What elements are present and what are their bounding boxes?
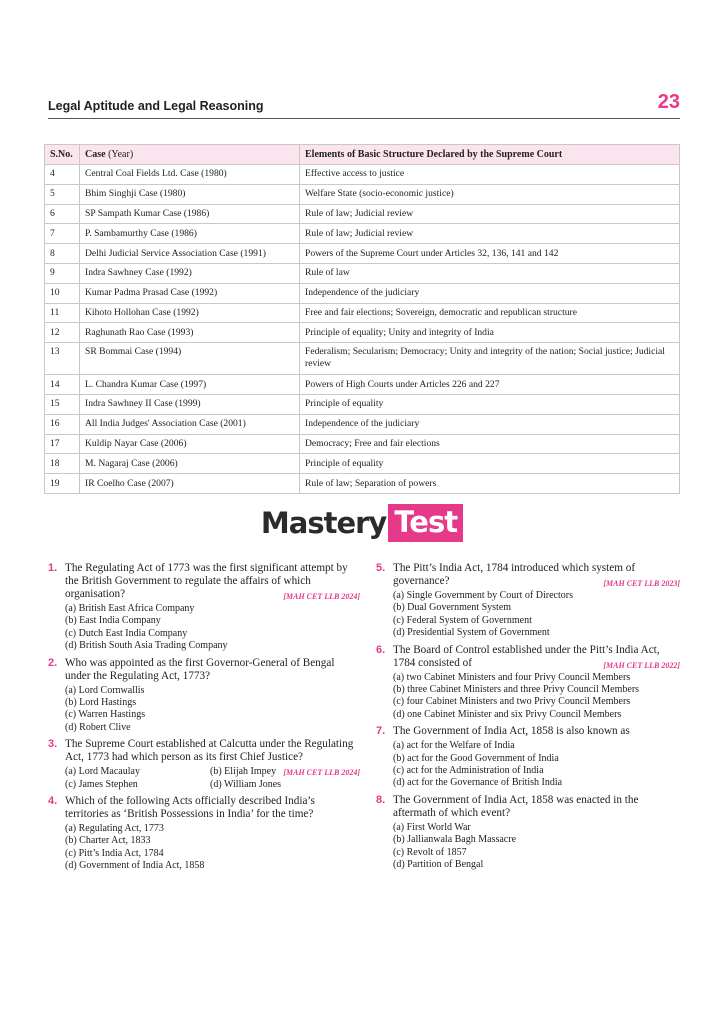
option: (c) Dutch East India Company (65, 627, 188, 639)
table-row (45, 323, 680, 343)
option: (d) Presidential System of Government (393, 627, 550, 639)
table-row (45, 303, 680, 323)
page-number: 23 (657, 91, 680, 113)
question-text: Who was appointed as the first Governor-General of Bengal under the Regulating Act, 1773? (65, 656, 335, 682)
option: (b) Lord Hastings (65, 697, 137, 709)
cell-elements: Powers of High Courts under Articles 226 and 227 (300, 375, 680, 395)
option: (b) three Cabinet Ministers and three Privy Council Members (393, 684, 640, 696)
option: (d) Government of India Act, 1858 (65, 860, 205, 872)
table-row (45, 184, 680, 204)
cell-sno: 8 (45, 244, 80, 264)
question-2 (48, 657, 360, 735)
cell-sno: 13 (45, 343, 80, 375)
cell-elements: Powers of the Supreme Court under Articles 32, 136, 141 and 142 (300, 244, 680, 264)
test-word: Test (388, 504, 463, 542)
table-row (45, 434, 680, 454)
question-3 (48, 738, 360, 791)
cell-case: Indra Sawhney Case (1992) (80, 263, 300, 283)
question-text: The Government of India Act, 1858 was enacted in the aftermath of which event? (393, 793, 639, 819)
question-number: 5. (376, 562, 386, 574)
question-number: 2. (48, 656, 58, 669)
table-row (45, 224, 680, 244)
option: (c) James Stephen (65, 778, 138, 790)
options-list (393, 822, 680, 872)
cell-elements: Principle of equality (300, 454, 680, 474)
question-text: The Regulating Act of 1773 was the first significant attempt by the British Government to regulate the affairs of which organisation? [MAH CET LLB 2024] (65, 562, 360, 601)
cell-elements: Democracy; Free and fair elections (300, 434, 680, 454)
option: (a) Regulating Act, 1773 (65, 823, 164, 835)
table-row (45, 454, 680, 474)
cell-sno: 7 (45, 224, 80, 244)
table-row (45, 263, 680, 283)
cell-elements: Effective access to justice (300, 165, 680, 185)
cell-elements: Independence of the judiciary (300, 414, 680, 434)
option: (d) Robert Clive (65, 721, 131, 733)
cell-elements: Principle of equality (300, 394, 680, 414)
running-head: Legal Aptitude and Legal Reasoning (48, 99, 264, 113)
column-header-elements: Elements of Basic Structure Declared by the Supreme Court (300, 145, 680, 165)
mastery-test-title (0, 504, 724, 544)
questions-left-column (48, 562, 360, 877)
cell-sno: 19 (45, 474, 80, 494)
options-list (393, 590, 680, 640)
options-list (65, 603, 360, 653)
table-row (45, 375, 680, 395)
option: (c) Revolt of 1857 (393, 846, 467, 858)
options-list (65, 823, 360, 873)
question-4 (48, 795, 360, 873)
table-row (45, 165, 680, 185)
table-row (45, 204, 680, 224)
table-row (45, 244, 680, 264)
question-5 (376, 562, 680, 640)
cell-sno: 15 (45, 394, 80, 414)
basic-structure-table (44, 144, 680, 494)
question-number: 1. (48, 562, 58, 574)
option: (b) Elijah Impey (210, 766, 277, 778)
table-row (45, 283, 680, 303)
option: (d) British South Asia Trading Company (65, 640, 228, 652)
cell-sno: 16 (45, 414, 80, 434)
option: (d) William Jones (210, 778, 282, 790)
questions-right-column (376, 562, 680, 876)
options-list (65, 685, 360, 735)
cell-elements: Principle of equality; Unity and integrity of India (300, 323, 680, 343)
cell-case: Central Coal Fields Ltd. Case (1980) (80, 165, 300, 185)
option: (a) act for the Welfare of India (393, 740, 515, 752)
cell-sno: 18 (45, 454, 80, 474)
cell-elements: Rule of law; Separation of powers (300, 474, 680, 494)
question-text: The Supreme Court established at Calcutta under the Regulating Act, 1773 had which person as its first Chief Justice? [MAH CET LLB 2024] (65, 738, 360, 778)
cell-sno: 6 (45, 204, 80, 224)
option: (c) Pitt’s India Act, 1784 (65, 847, 164, 859)
options-list (393, 740, 680, 790)
cell-case: All India Judges' Association Case (2001) (80, 414, 300, 434)
table-row (45, 394, 680, 414)
cell-case: Kuldip Nayar Case (2006) (80, 434, 300, 454)
option: (a) Lord Cornwallis (65, 684, 145, 696)
question-source: [MAH CET LLB 2022] (603, 660, 680, 670)
cell-elements: Rule of law; Judicial review (300, 224, 680, 244)
question-8 (376, 794, 680, 872)
option: (a) Lord Macaulay (65, 766, 140, 778)
option: (c) Warren Hastings (65, 709, 146, 721)
cell-case: SP Sampath Kumar Case (1986) (80, 204, 300, 224)
cell-elements: Rule of law; Judicial review (300, 204, 680, 224)
question-1 (48, 562, 360, 653)
table-header-row (45, 145, 680, 165)
option: (d) one Cabinet Minister and six Privy Council Members (393, 708, 622, 720)
cell-case: Bhim Singhji Case (1980) (80, 184, 300, 204)
cell-case: Kihoto Hollohan Case (1992) (80, 303, 300, 323)
cell-sno: 5 (45, 184, 80, 204)
question-text: The Government of India Act, 1858 is also known as (393, 725, 630, 738)
cell-sno: 14 (45, 375, 80, 395)
table-row (45, 343, 680, 375)
cell-case: P. Sambamurthy Case (1986) (80, 224, 300, 244)
cell-elements: Independence of the judiciary (300, 283, 680, 303)
page-header (48, 91, 680, 119)
cell-sno: 4 (45, 165, 80, 185)
option: (c) Federal System of Government (393, 614, 532, 626)
cell-case: Delhi Judicial Service Association Case (1991) (80, 244, 300, 264)
cell-case: IR Coelho Case (2007) (80, 474, 300, 494)
cell-sno: 17 (45, 434, 80, 454)
option: (a) British East Africa Company (65, 603, 195, 614)
cell-elements: Rule of law (300, 263, 680, 283)
cell-case: Raghunath Rao Case (1993) (80, 323, 300, 343)
table-row (45, 414, 680, 434)
option: (b) Dual Government System (393, 602, 512, 614)
column-header-case-bold: Case (85, 148, 106, 160)
options-list (393, 672, 680, 722)
option: (c) act for the Administration of India (393, 765, 544, 777)
question-number: 6. (376, 643, 386, 656)
cell-elements: Federalism; Secularism; Democracy; Unity and integrity of the nation; Social justice; Judicial review (300, 343, 680, 375)
question-text: The Pitt’s India Act, 1784 introduced which system of governance? [MAH CET LLB 2023] (393, 562, 680, 588)
table-row (45, 474, 680, 494)
question-source: [MAH CET LLB 2024] (283, 592, 360, 601)
cell-case: SR Bommai Case (1994) (80, 343, 300, 375)
column-header-case-year: (Year) (105, 148, 134, 160)
mastery-word: Mastery (260, 506, 387, 540)
cell-elements: Free and fair elections; Sovereign, democratic and republican structure (300, 303, 680, 323)
question-7 (376, 725, 680, 790)
cell-sno: 12 (45, 323, 80, 343)
option: (b) act for the Good Government of India (393, 752, 559, 764)
option: (d) act for the Governance of British India (393, 777, 563, 789)
option: (a) Single Government by Court of Directors (393, 590, 573, 601)
option: (c) four Cabinet Ministers and two Privy Council Members (393, 696, 631, 708)
option: (a) First World War (393, 821, 471, 833)
question-number: 7. (376, 725, 386, 738)
question-number: 4. (48, 795, 58, 808)
option: (b) Jallianwala Bagh Massacre (393, 834, 517, 846)
option: (b) Charter Act, 1833 (65, 835, 151, 847)
cell-case: L. Chandra Kumar Case (1997) (80, 375, 300, 395)
option: (d) Partition of Bengal (393, 859, 484, 871)
question-source: [MAH CET LLB 2023] (603, 579, 680, 588)
cell-sno: 9 (45, 263, 80, 283)
question-text: The Board of Control established under the Pitt’s India Act, 1784 consisted of [MAH CET LLB 2022] (393, 643, 680, 670)
question-number: 8. (376, 793, 386, 806)
cell-case: Kumar Padma Prasad Case (1992) (80, 283, 300, 303)
options-list (65, 766, 283, 791)
cell-sno: 11 (45, 303, 80, 323)
cell-case: Indra Sawhney II Case (1999) (80, 394, 300, 414)
cell-elements: Welfare State (socio-economic justice) (300, 184, 680, 204)
column-header-case (80, 145, 300, 165)
question-text: Which of the following Acts officially described India’s territories as ‘British Possessions in India’ for the time? (65, 795, 315, 821)
mastery-test-heading (261, 504, 463, 542)
cell-sno: 10 (45, 283, 80, 303)
question-source: [MAH CET LLB 2024] (283, 768, 360, 778)
column-header-sno: S.No. (45, 145, 80, 165)
question-number: 3. (48, 738, 58, 751)
option: (a) two Cabinet Ministers and four Privy Council Members (393, 671, 631, 683)
cell-case: M. Nagaraj Case (2006) (80, 454, 300, 474)
question-6 (376, 644, 680, 722)
option: (b) East India Company (65, 615, 161, 627)
